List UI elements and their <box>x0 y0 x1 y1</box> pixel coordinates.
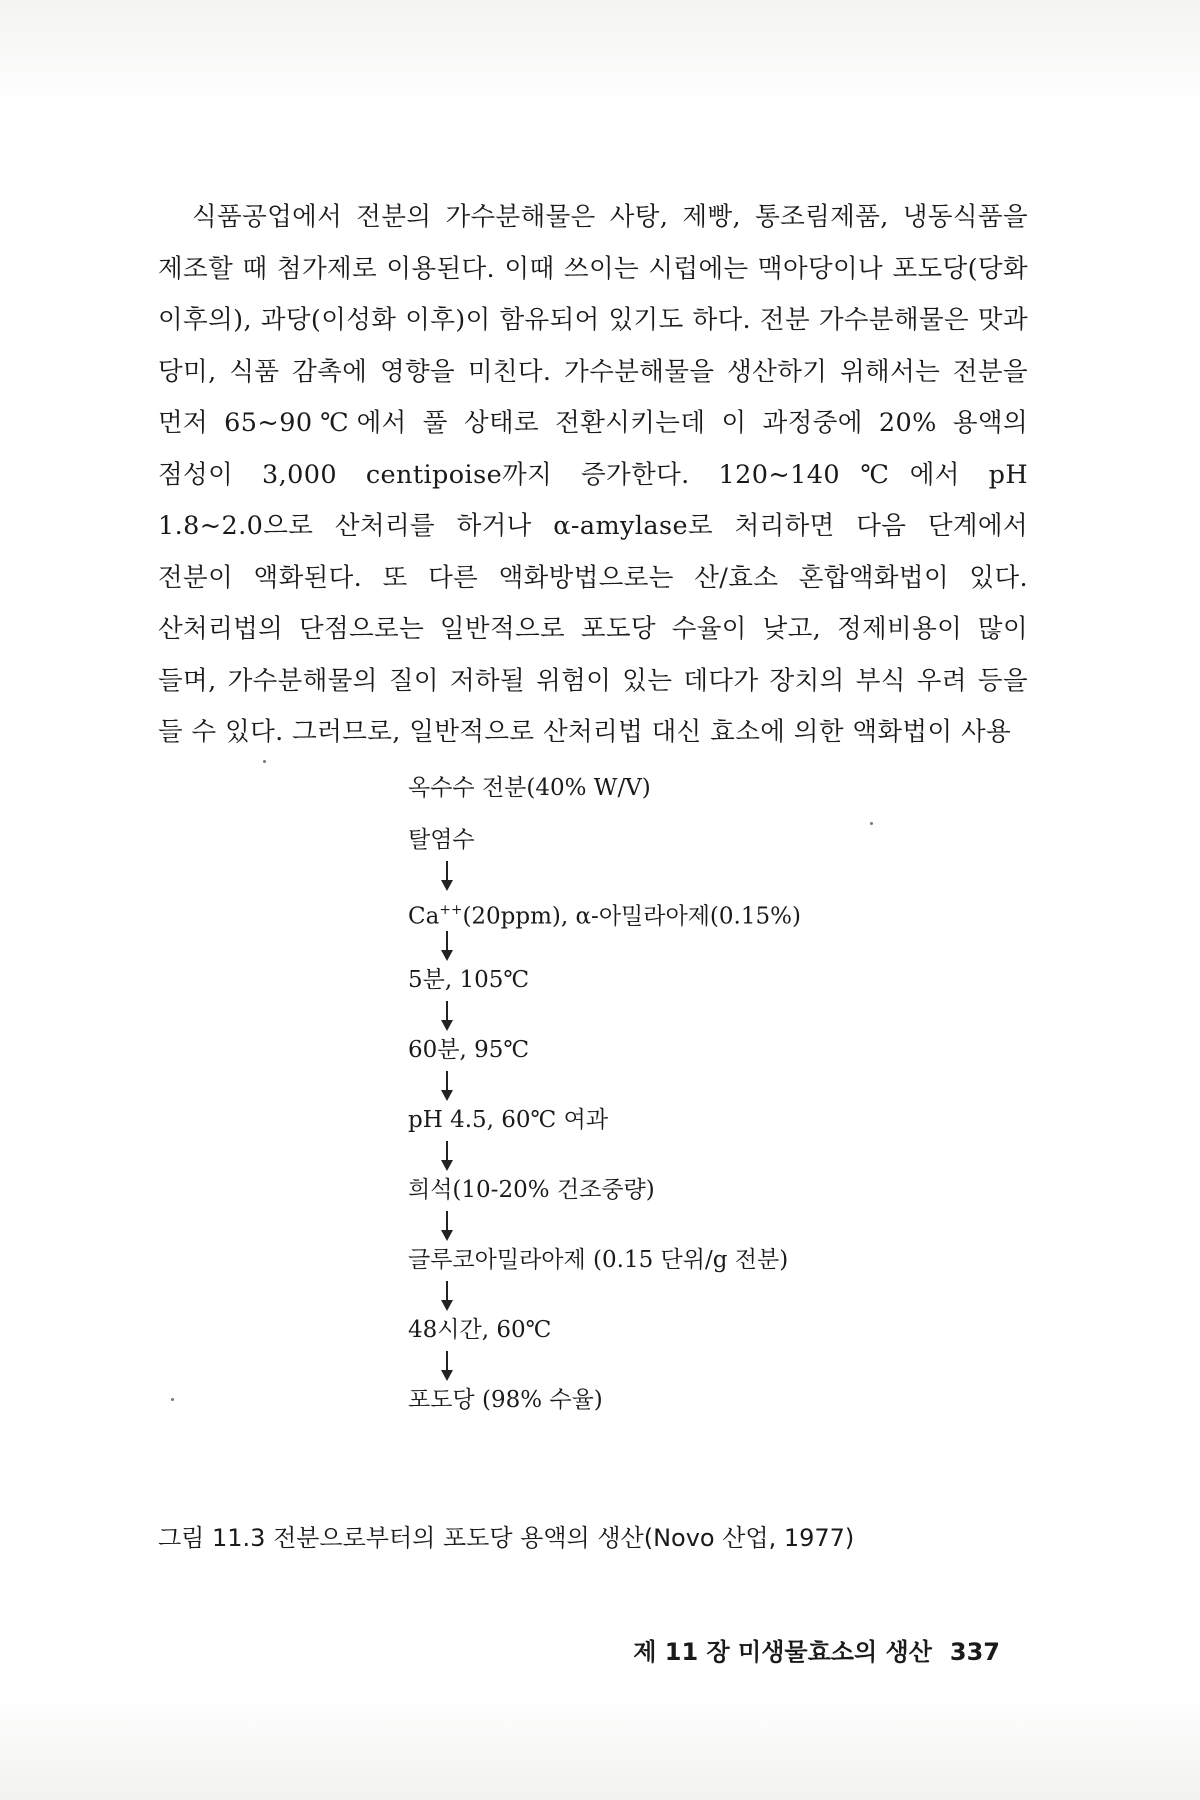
process-flowchart <box>408 770 908 1418</box>
down-arrow-icon <box>408 1068 448 1102</box>
flow-step-60min-95c: 60분, 95℃ <box>408 1037 530 1063</box>
flow-step-dilution: 희석(10-20% 건조중량) <box>408 1177 655 1203</box>
flow-step-48h-60c: 48시간, 60℃ <box>408 1317 552 1343</box>
flow-step-deionized-water: 탈염수 <box>408 827 475 853</box>
calcium-charge: ++ <box>439 902 463 918</box>
down-arrow-icon <box>408 1208 448 1242</box>
flow-step-calcium-amylase <box>408 892 908 928</box>
flow-step-glucoamylase: 글루코아밀라아제 (0.15 단위/g 전분) <box>408 1247 789 1273</box>
down-arrow-icon <box>408 858 448 892</box>
page-number: 337 <box>949 1638 1000 1666</box>
page-footer <box>633 1632 1000 1667</box>
down-arrow-icon <box>408 998 448 1032</box>
flow-step-corn-starch: 옥수수 전분(40% W/V) <box>408 775 651 801</box>
body-paragraph: 식품공업에서 전분의 가수분해물은 사탕, 제빵, 통조림제품, 냉동식품을 제조할 때 첨가제로 이용된다. 이때 쓰이는 시럽에는 맥아당이나 포도당(당화 이후의), 과당(이성화 이후)이 함유되어 있기도 하다. 전분 가수분해물은 맛과 당미, 식품 감촉에 영향을 미친다. 가수분해물을 생산하기 위해서는 전분을 먼저 65~90℃에서 풀 상태로 전환시키는데 이 과정중에 20% 용액의 점성이 3,000 centipoise까지 증가한다. 120~140℃에서 pH 1.8~2.0으로 산처리를 하거나 α-amylase로 처리하면 다음 단계에서 전분이 액화된다. 또 다른 액화방법으로는 산/효소 혼합액화법이 있다. 산처리법의 단점으로는 일반적으로 포도당 수율이 낮고, 정제비용이 많이 들며, 가수분해물의 질이 저하될 위험이 있는 데다가 장치의 부식 우려 등을 들 수 있다. 그러므로, 일반적으로 산처리법 대신 효소에 의한 액화법이 사용 <box>158 202 1028 747</box>
down-arrow-icon <box>408 1138 448 1172</box>
scan-speck <box>171 1398 174 1401</box>
figure-caption: 그림 11.3 전분으로부터의 포도당 용액의 생산(Novo 산업, 1977) <box>158 1524 855 1552</box>
chapter-title: 제 11 장 미생물효소의 생산 <box>633 1638 932 1666</box>
down-arrow-icon <box>408 1278 448 1312</box>
scan-speck <box>870 822 873 825</box>
scan-speck <box>263 760 266 763</box>
calcium-symbol: Ca <box>408 903 440 930</box>
flow-step-5min-105c: 5분, 105℃ <box>408 967 530 993</box>
flow-step-ph-filtration: pH 4.5, 60℃ 여과 <box>408 1107 609 1133</box>
flow-step-glucose-yield: 포도당 (98% 수율) <box>408 1387 603 1413</box>
down-arrow-icon <box>408 928 448 962</box>
calcium-amylase-detail: (20ppm), α-아밀라아제(0.15%) <box>462 903 801 930</box>
down-arrow-icon <box>408 1348 448 1382</box>
